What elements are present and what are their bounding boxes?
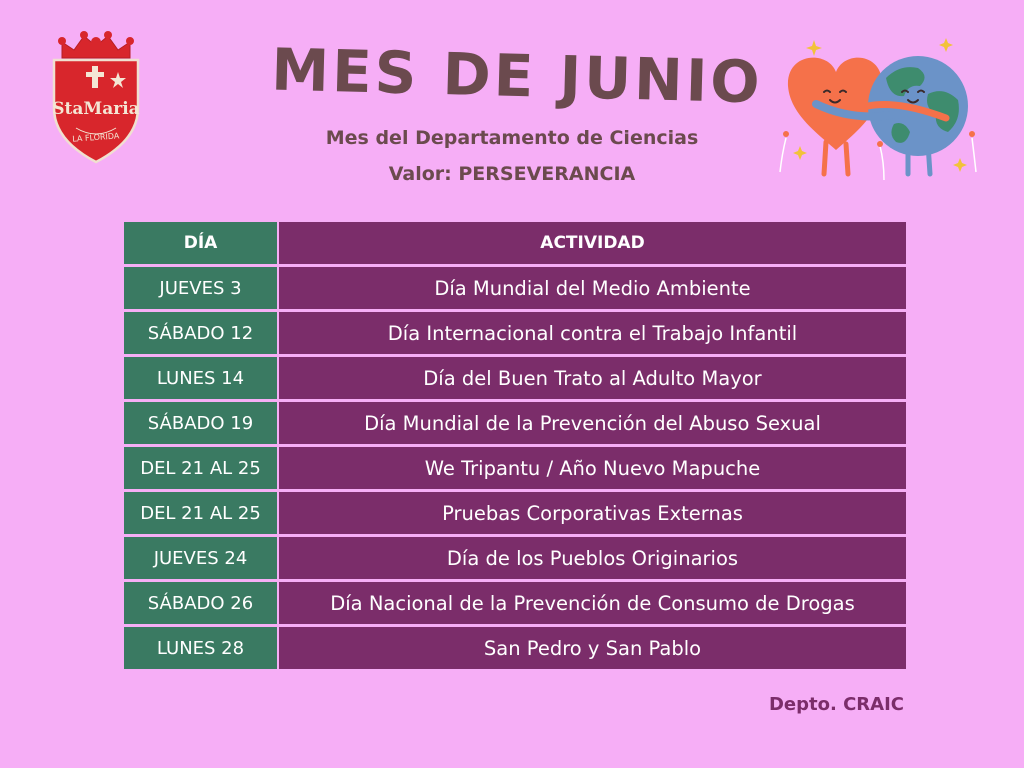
table-header-row	[124, 222, 906, 264]
day-cell: LUNES 28	[124, 627, 279, 669]
heart-hugging-earth-icon	[768, 34, 994, 184]
day-cell: SÁBADO 12	[124, 312, 279, 354]
value-of-month: Valor: PERSEVERANCIA	[388, 163, 636, 185]
day-cell: JUEVES 3	[124, 267, 279, 309]
table-row	[124, 582, 906, 624]
day-cell: SÁBADO 19	[124, 402, 279, 444]
column-header-day: DÍA	[124, 222, 279, 264]
activity-cell: Día Nacional de la Prevención de Consumo de Drogas	[279, 582, 906, 624]
table-row	[124, 492, 906, 534]
table-row	[124, 627, 906, 669]
activity-cell: Día del Buen Trato al Adulto Mayor	[279, 357, 906, 399]
activities-table	[124, 222, 906, 672]
column-header-activity: ACTIVIDAD	[279, 222, 906, 264]
table-row	[124, 447, 906, 489]
table-row	[124, 357, 906, 399]
department-signature: Depto. CRAIC	[768, 694, 904, 715]
activity-cell: Día Mundial de la Prevención del Abuso Sexual	[279, 402, 906, 444]
day-cell: DEL 21 AL 25	[124, 492, 279, 534]
crest-main-text: StaMaria	[52, 99, 140, 119]
day-cell: JUEVES 24	[124, 537, 279, 579]
day-cell: DEL 21 AL 25	[124, 447, 279, 489]
table-row	[124, 312, 906, 354]
activity-cell: Día Internacional contra el Trabajo Infantil	[279, 312, 906, 354]
day-cell: SÁBADO 26	[124, 582, 279, 624]
page-subtitle: Mes del Departamento de Ciencias	[325, 127, 699, 149]
activity-cell: Pruebas Corporativas Externas	[279, 492, 906, 534]
activity-cell: Día de los Pueblos Originarios	[279, 537, 906, 579]
activity-cell: Día Mundial del Medio Ambiente	[279, 267, 906, 309]
school-crest-logo	[46, 28, 146, 168]
activity-cell: We Tripantu / Año Nuevo Mapuche	[279, 447, 906, 489]
table-row	[124, 537, 906, 579]
activity-cell: San Pedro y San Pablo	[279, 627, 906, 669]
page-title: MES DE JUNIO	[270, 35, 764, 117]
table-row	[124, 267, 906, 309]
table-row	[124, 402, 906, 444]
day-cell: LUNES 14	[124, 357, 279, 399]
crest-sub-text: LA FLORIDA	[71, 131, 120, 144]
